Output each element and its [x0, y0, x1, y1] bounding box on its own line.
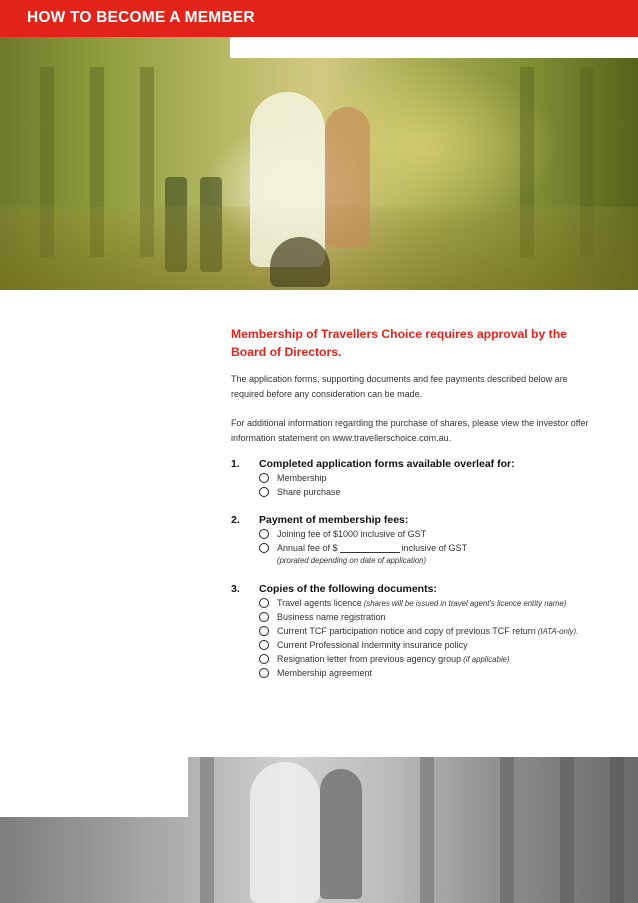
checklist-note: (if applicable) [463, 654, 510, 664]
photo-pillar [420, 757, 434, 903]
checklist-label: Travel agents licence [277, 598, 362, 608]
checklist-label: Membership agreement [277, 668, 373, 678]
photo-traveller [325, 107, 370, 247]
checklist-item[interactable] [259, 652, 611, 666]
photo-traveller [250, 762, 320, 903]
photo-pillar [200, 757, 214, 903]
checkbox-circle-icon[interactable] [259, 598, 269, 608]
intro-lead: Membership of Travellers Choice requires approval by the Board of Directors. [231, 327, 567, 359]
checklist-note: (shares will be issued in travel agent's licence entity name) [363, 598, 567, 608]
page-title: HOW TO BECOME A MEMBER [27, 9, 255, 26]
checklist-label: Membership [277, 473, 327, 483]
checkbox-circle-icon[interactable] [259, 543, 269, 553]
annual-fee-blank[interactable] [340, 543, 400, 553]
checklist-item[interactable] [259, 471, 611, 485]
section-membership-fees [231, 513, 611, 567]
intro-paragraph-shares: For additional information regarding the purchase of shares, please view the investor offer information statement on www.travellerschoice.com.au. [231, 418, 589, 443]
section-application-forms [231, 457, 611, 499]
checklist-item[interactable] [259, 485, 611, 499]
section-title: Payment of membership fees: [259, 514, 409, 526]
checklist-item[interactable] [259, 596, 611, 610]
checkbox-circle-icon[interactable] [259, 654, 269, 664]
section-number: 3. [231, 583, 240, 595]
page-header [0, 0, 638, 37]
fee-note: (prorated depending on date of application) [277, 556, 427, 565]
checklist-label: Resignation letter from previous agency group [277, 654, 462, 664]
checklist-item[interactable] [259, 666, 611, 680]
photo-pillar [560, 757, 574, 903]
footer-white-block [0, 757, 188, 817]
checkbox-circle-icon[interactable] [259, 612, 269, 622]
photo-traveller [320, 769, 362, 899]
section-title: Completed application forms available overleaf for: [259, 458, 515, 470]
hero-photo-airport [0, 37, 638, 290]
checklist-note: (IATA-only). [537, 626, 579, 636]
photo-pillar [610, 757, 624, 903]
checklist-label: Share purchase [277, 487, 341, 497]
section-title: Copies of the following documents: [259, 583, 437, 595]
section-number: 1. [231, 458, 240, 470]
intro-paragraph: The application forms, supporting documents and fee payments described below are required before any consideration can be made. [231, 374, 568, 399]
checkbox-circle-icon[interactable] [259, 640, 269, 650]
checklist-label: Business name registration [277, 612, 386, 622]
checklist-label: Joining fee of $1000 inclusive of GST [277, 529, 427, 539]
checkbox-circle-icon[interactable] [259, 487, 269, 497]
checklist-label-suffix: inclusive of GST [401, 543, 468, 553]
checklist-item[interactable] [259, 610, 611, 624]
checklist-label: Current TCF participation notice and copy of previous TCF return [277, 626, 536, 636]
checklist-item[interactable] [259, 527, 611, 541]
checkbox-circle-icon[interactable] [259, 473, 269, 483]
checklist-label: Current Professional Indemnity insurance policy [277, 640, 468, 650]
checklist-item[interactable] [259, 541, 611, 555]
section-heading [231, 582, 611, 596]
checkbox-circle-icon[interactable] [259, 668, 269, 678]
intro-block [231, 325, 601, 361]
checkbox-circle-icon[interactable] [259, 529, 269, 539]
section-number: 2. [231, 514, 240, 526]
section-heading [231, 513, 611, 527]
section-documents [231, 582, 611, 680]
footer-photo-airport [0, 757, 638, 903]
hero-top-strip [230, 37, 638, 58]
photo-pillar [500, 757, 514, 903]
checklist-item[interactable] [259, 624, 611, 638]
section-heading [231, 457, 611, 471]
checklist-label: Annual fee of $ [277, 543, 338, 553]
checkbox-circle-icon[interactable] [259, 626, 269, 636]
checklist-item[interactable] [259, 638, 611, 652]
